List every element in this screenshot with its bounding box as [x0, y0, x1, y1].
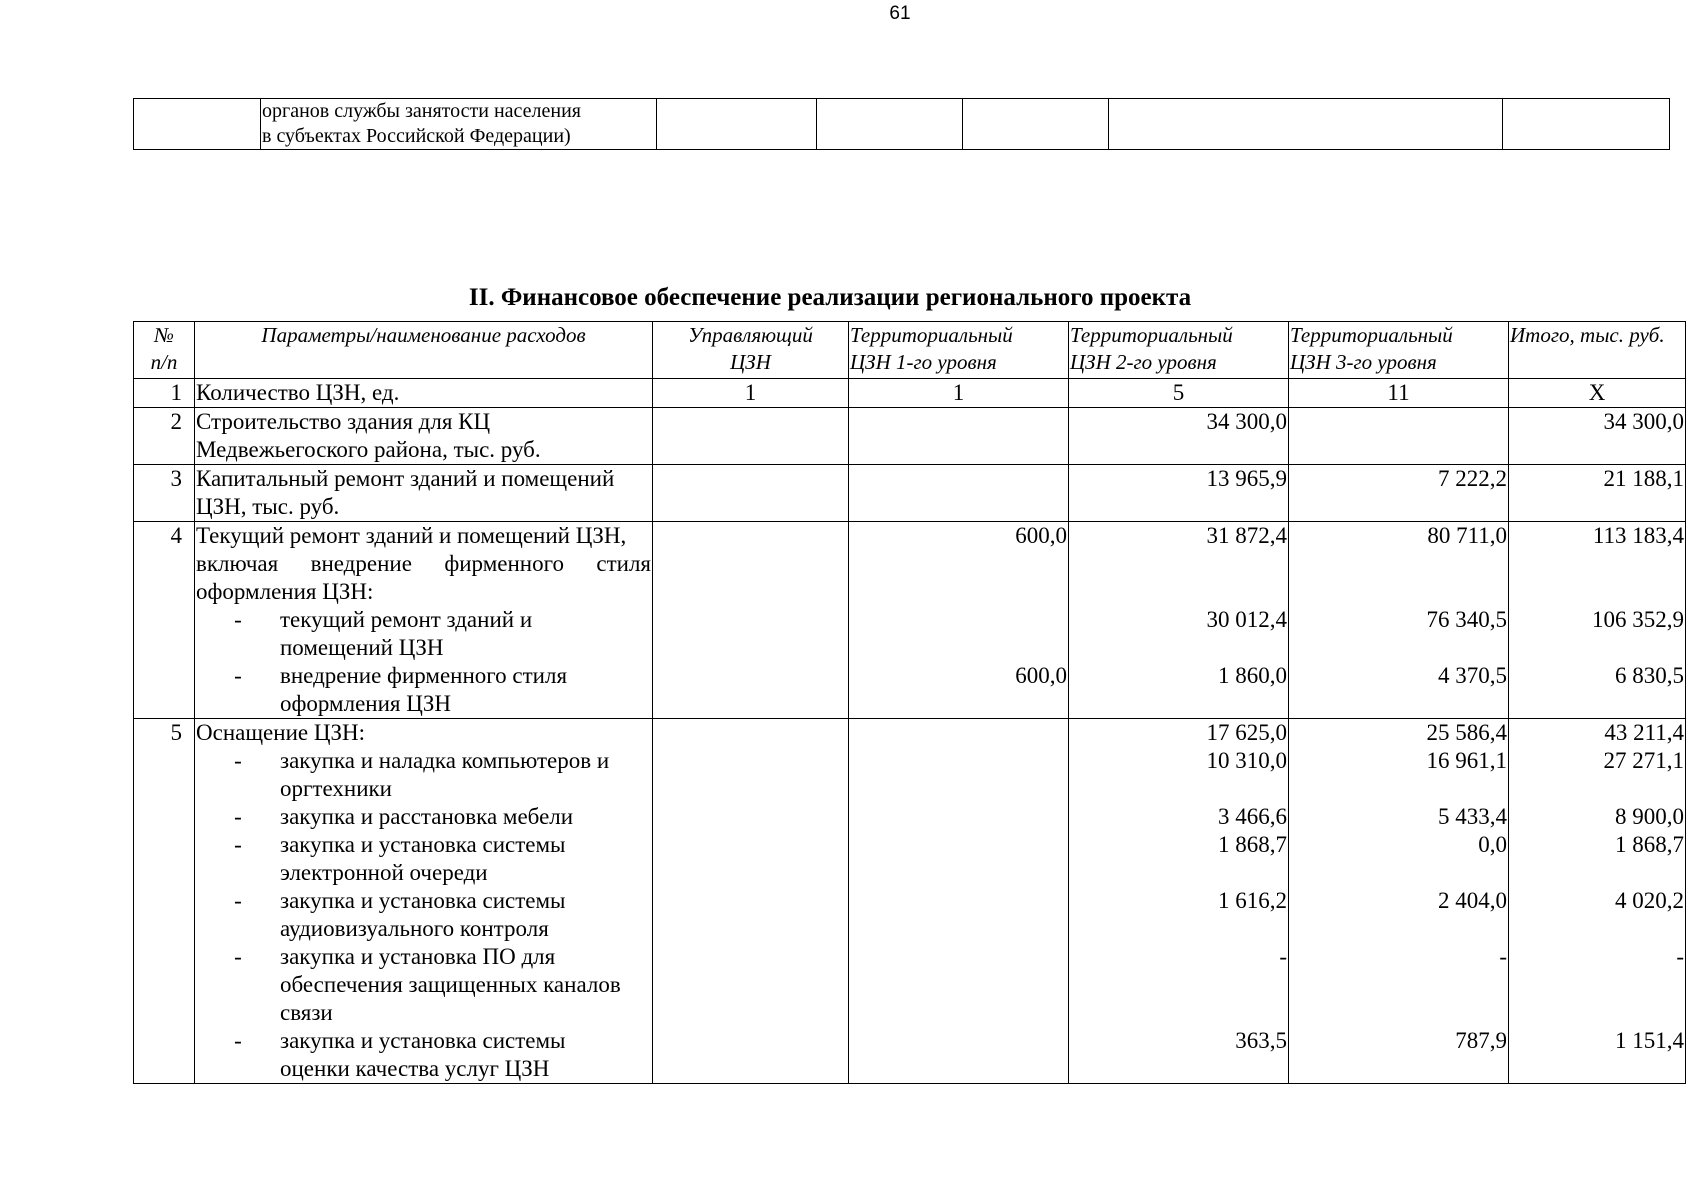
bullet-dash: - — [234, 888, 242, 913]
sub-item: - закупка и установка системы электронной очереди — [196, 831, 651, 887]
header-no: № п/п — [134, 322, 195, 379]
row-label: Текущий ремонт зданий и помещений ЦЗН, включая внедрение фирменного стиля оформления ЦЗН: - текущий ремонт зданий и помещений ЦЗН - внедрение фирменного стиля оформления ЦЗН — [195, 522, 653, 719]
territorial-2-value: 5 — [1069, 379, 1289, 408]
header-managing: Управляющий ЦЗН — [653, 322, 849, 379]
managing-value: 1 — [653, 379, 849, 408]
table-row — [134, 719, 1686, 1084]
territorial-3-value: 7 222,2 — [1289, 465, 1509, 522]
managing-value — [653, 522, 849, 719]
fragment-text-line: в субъектах Российской Федерации) — [262, 125, 571, 147]
territorial-2-value: 13 965,9 — [1069, 465, 1289, 522]
table-header-row — [134, 322, 1686, 379]
territorial-1-value — [849, 719, 1069, 1084]
row-number: 2 — [134, 408, 195, 465]
territorial-2-value: 17 625,0 10 310,0 3 466,6 1 868,7 1 616,2 - 363,5 — [1069, 719, 1289, 1084]
territorial-2-value: 31 872,4 30 012,4 1 860,0 — [1069, 522, 1289, 719]
section-title: II. Финансовое обеспечение реализации регионального проекта — [468, 284, 1192, 311]
territorial-1-value — [849, 465, 1069, 522]
row-number: 1 — [134, 379, 195, 408]
sub-item: - внедрение фирменного стиля оформления ЦЗН — [196, 662, 651, 718]
sub-item: - закупка и установка ПО для обеспечения защищенных каналов связи — [196, 943, 651, 1027]
table-row — [134, 379, 1686, 408]
row-label: Оснащение ЦЗН: - закупка и наладка компьютеров и оргтехники - закупка и расстановка мебели - закупка и установка системы электронной очереди - закупка и установка системы аудиовизуального контроля - закупка и установка ПО для обеспечения защищенных каналов связи - закупка и установка системы оценки качества услуг ЦЗН — [195, 719, 653, 1084]
territorial-1-value: 600,0 600,0 — [849, 522, 1069, 719]
bullet-dash: - — [234, 607, 242, 632]
bullet-dash: - — [234, 944, 242, 969]
sub-item: - закупка и расстановка мебели — [196, 803, 651, 831]
row-label: Строительство здания для КЦ Медвежьегоского района, тыс. руб. — [195, 408, 653, 465]
row-number: 3 — [134, 465, 195, 522]
row-number: 5 — [134, 719, 195, 1084]
table-cell — [1109, 99, 1503, 150]
table-row — [134, 465, 1686, 522]
total-value: 113 183,4 106 352,9 6 830,5 — [1509, 522, 1686, 719]
bullet-dash: - — [234, 804, 242, 829]
table-cell — [817, 99, 963, 150]
territorial-1-value: 1 — [849, 379, 1069, 408]
row-number: 4 — [134, 522, 195, 719]
table-cell — [261, 99, 657, 150]
territorial-3-value: 11 — [1289, 379, 1509, 408]
territorial-2-value: 34 300,0 — [1069, 408, 1289, 465]
fragment-text-line: органов службы занятости населения — [262, 100, 582, 122]
total-value: 34 300,0 — [1509, 408, 1686, 465]
row-label: Капитальный ремонт зданий и помещений ЦЗН, тыс. руб. — [195, 465, 653, 522]
managing-value — [653, 465, 849, 522]
territorial-3-value — [1289, 408, 1509, 465]
territorial-1-value — [849, 408, 1069, 465]
continued-table-fragment — [133, 98, 1670, 150]
sub-item: - текущий ремонт зданий и помещений ЦЗН — [196, 606, 651, 662]
table-row — [134, 99, 1670, 150]
header-territorial-2: Территориальный ЦЗН 2-го уровня — [1069, 322, 1289, 379]
row-label: Количество ЦЗН, ед. — [195, 379, 653, 408]
header-territorial-1: Территориальный ЦЗН 1-го уровня — [849, 322, 1069, 379]
bullet-dash: - — [234, 748, 242, 773]
bullet-dash: - — [234, 832, 242, 857]
table-row — [134, 522, 1686, 719]
table-cell — [657, 99, 817, 150]
table-cell — [1503, 99, 1670, 150]
total-value: Х — [1509, 379, 1686, 408]
table-row — [134, 408, 1686, 465]
table-cell — [963, 99, 1109, 150]
managing-value — [653, 408, 849, 465]
total-value: 43 211,4 27 271,1 8 900,0 1 868,7 4 020,2 - 1 151,4 — [1509, 719, 1686, 1084]
sub-item: - закупка и наладка компьютеров и оргтехники — [196, 747, 651, 803]
total-value: 21 188,1 — [1509, 465, 1686, 522]
territorial-3-value: 80 711,0 76 340,5 4 370,5 — [1289, 522, 1509, 719]
header-territorial-3: Территориальный ЦЗН 3-го уровня — [1289, 322, 1509, 379]
bullet-dash: - — [234, 663, 242, 688]
financing-table — [133, 321, 1686, 1084]
sub-item: - закупка и установка системы аудиовизуального контроля — [196, 887, 651, 943]
sub-item: - закупка и установка системы оценки качества услуг ЦЗН — [196, 1027, 651, 1083]
page-number: 61 — [889, 3, 911, 24]
header-param: Параметры/наименование расходов — [195, 322, 653, 379]
managing-value — [653, 719, 849, 1084]
bullet-dash: - — [234, 1028, 242, 1053]
territorial-3-value: 25 586,4 16 961,1 5 433,4 0,0 2 404,0 - 787,9 — [1289, 719, 1509, 1084]
table-cell — [134, 99, 261, 150]
header-total: Итого, тыс. руб. — [1509, 322, 1686, 379]
